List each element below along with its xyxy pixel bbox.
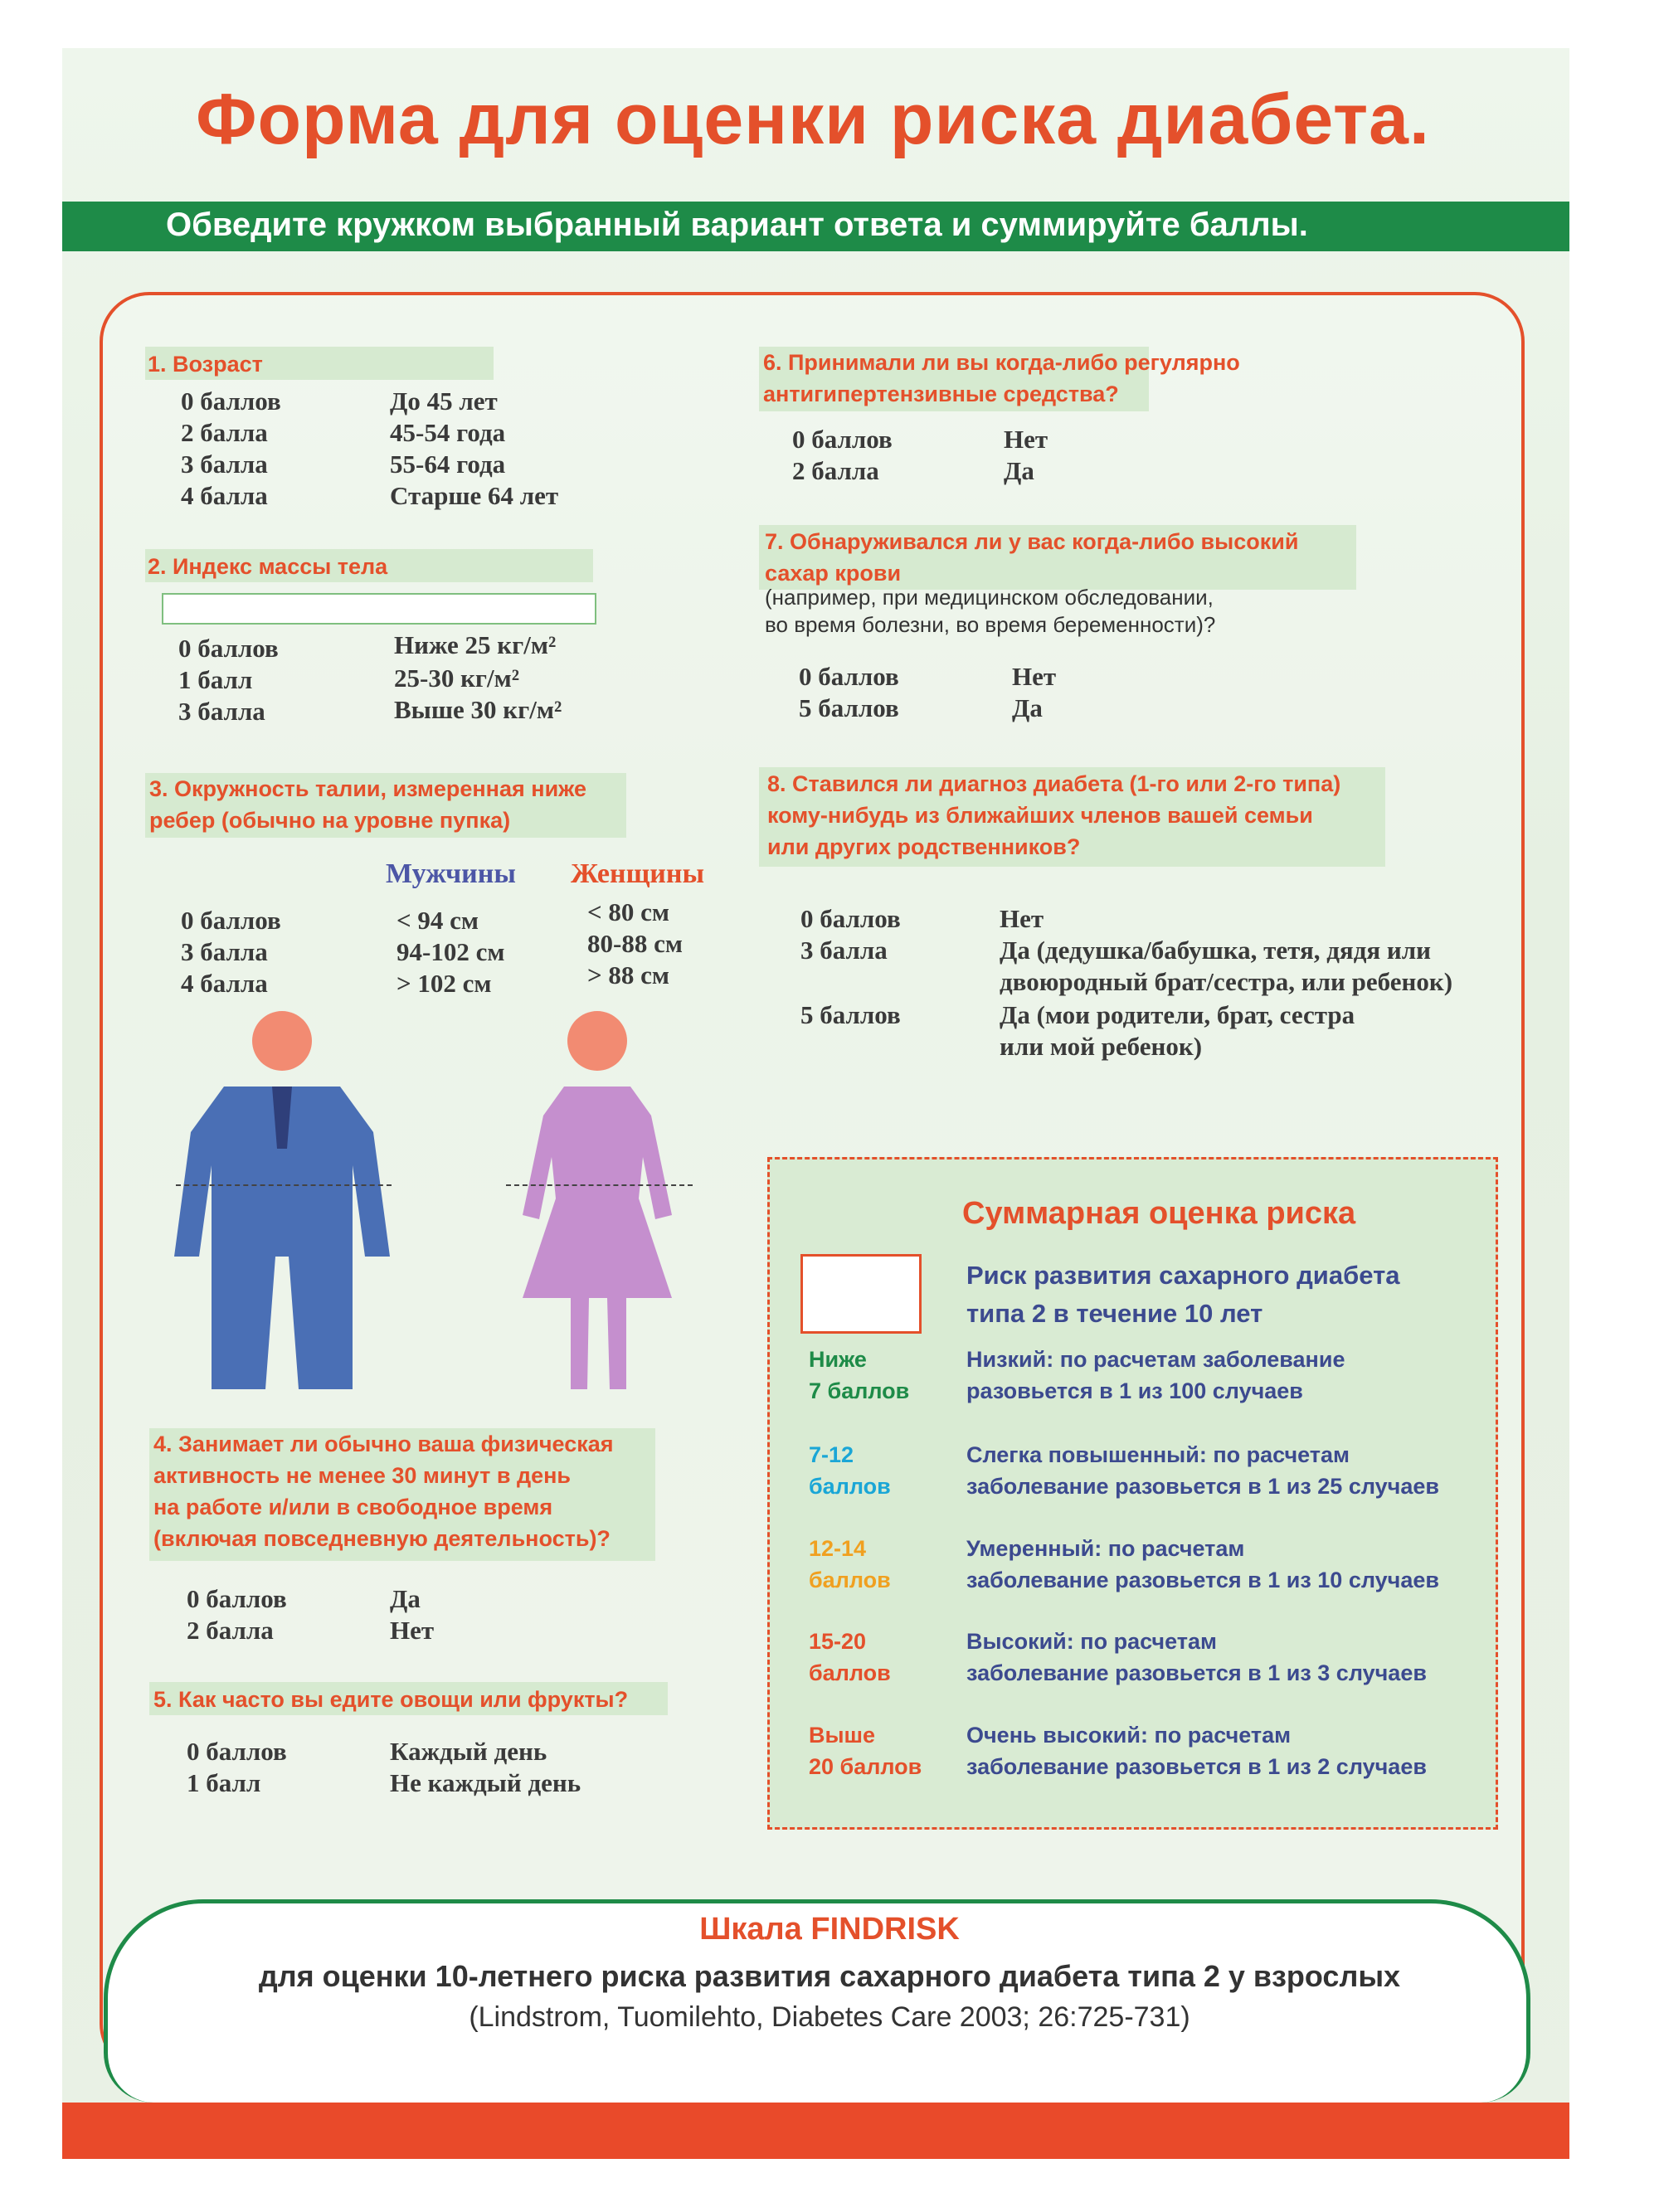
q2-answer-1: 25-30 кг/м²: [394, 664, 520, 693]
q8-score-0: 0 баллов: [800, 904, 901, 933]
summary-subtitle-line1: Риск развития сахарного диабета: [966, 1261, 1400, 1290]
risk-level-label-0-line2: 7 баллов: [809, 1378, 910, 1403]
risk-level-label-1: [809, 1439, 958, 1502]
q8-answer-0: Нет: [1000, 904, 1044, 933]
risk-level-text-3-line1: Высокий: по расчетам: [966, 1629, 1217, 1654]
q3-title-line2: ребер (обычно на уровне пупка): [149, 808, 511, 833]
q7-answer-1: Да: [1012, 693, 1043, 722]
risk-level-label-0-line1: Ниже: [809, 1347, 867, 1372]
findrisk-title: Шкала FINDRISK: [699, 1912, 960, 1947]
man-waist-line: [176, 1184, 392, 1186]
risk-level-label-2-line2: баллов: [809, 1568, 891, 1592]
bottom-red-bar: [62, 2103, 1569, 2159]
q2-answer-2: Выше 30 кг/м²: [394, 695, 562, 724]
q8-answer-1b: двоюродный брат/сестра, или ребенок): [1000, 967, 1453, 996]
risk-level-text-1-line2: заболевание разовьется в 1 из 25 случаев: [966, 1474, 1439, 1499]
total-score-box[interactable]: [800, 1254, 922, 1334]
q6-title-line2: антигипертензивные средства?: [763, 382, 1119, 406]
q3-score-2: 4 балла: [181, 969, 268, 998]
findrisk-subtitle: для оценки 10-летнего риска развития сахарного диабета типа 2 у взрослых: [258, 1959, 1401, 1993]
q4-line2: активность не менее 30 минут в день: [153, 1463, 572, 1488]
q4-score-1: 2 балла: [187, 1616, 274, 1645]
q3-men-2: > 102 см: [397, 969, 492, 998]
risk-level-text-4-line1: Очень высокий: по расчетам: [966, 1723, 1292, 1748]
q3-men-1: 94-102 см: [397, 937, 505, 966]
q1-title: 1. Возраст: [148, 352, 263, 377]
risk-level-label-1-line1: 7-12: [809, 1442, 854, 1467]
risk-level-text-1-line1: Слегка повышенный: по расчетам: [966, 1442, 1350, 1467]
q2-score-1: 1 балл: [178, 665, 253, 694]
q7-score-0: 0 баллов: [799, 662, 899, 691]
q7-title-line1: 7. Обнаруживался ли у вас когда-либо высокий: [765, 529, 1299, 554]
q2-answer-0: Ниже 25 кг/м²: [394, 630, 557, 659]
risk-level-label-0: [809, 1344, 958, 1407]
q7-score-1: 5 баллов: [799, 693, 899, 722]
q1-score-1: 2 балла: [181, 418, 268, 447]
q1-score-0: 0 баллов: [181, 386, 281, 416]
q4-line3: на работе и/или в свободное время: [153, 1495, 553, 1519]
risk-level-text-4: [966, 1719, 1481, 1782]
q3-title-line1: 3. Окружность талии, измеренная ниже: [149, 776, 586, 801]
q3-women-2: > 88 см: [587, 960, 670, 989]
risk-level-label-2: [809, 1533, 958, 1596]
risk-level-label-4-line1: Выше: [809, 1723, 876, 1748]
women-header: Женщины: [571, 858, 705, 889]
q2-score-2: 3 балла: [178, 697, 265, 726]
q4-line4: (включая повседневную деятельность)?: [153, 1526, 611, 1551]
q8-line3: или других родственников?: [767, 834, 1081, 859]
risk-level-text-0: [966, 1344, 1481, 1407]
risk-level-label-4-line2: 20 баллов: [809, 1754, 922, 1779]
woman-figure-icon: [506, 1008, 697, 1389]
risk-level-text-0-line1: Низкий: по расчетам заболевание: [966, 1347, 1345, 1372]
findrisk-reference: (Lindstrom, Tuomilehto, Diabetes Care 2003; 26:725-731): [469, 2001, 1190, 2033]
q3-women-1: 80-88 см: [587, 929, 683, 958]
man-figure-icon: [166, 1008, 398, 1389]
risk-level-text-1: [966, 1439, 1481, 1502]
q7-note-line2: во время болезни, во время беременности)?: [765, 612, 1216, 637]
instruction-text: Обведите кружком выбранный вариант ответа и суммируйте баллы.: [166, 207, 1308, 243]
q3-women-0: < 80 см: [587, 897, 670, 926]
q6-answer-1: Да: [1004, 456, 1034, 485]
q6-score-0: 0 баллов: [792, 425, 893, 454]
risk-level-text-2: [966, 1533, 1481, 1596]
summary-subtitle: [966, 1257, 1464, 1333]
risk-level-label-2-line1: 12-14: [809, 1536, 867, 1561]
risk-level-label-3-line1: 15-20: [809, 1629, 867, 1654]
risk-level-label-4: [809, 1719, 958, 1782]
q6-title-line1: 6. Принимали ли вы когда-либо регулярно: [763, 350, 1240, 375]
risk-level-text-4-line2: заболевание разовьется в 1 из 2 случаев: [966, 1754, 1427, 1779]
risk-level-label-1-line2: баллов: [809, 1474, 891, 1499]
risk-level-text-3-line2: заболевание разовьется в 1 из 3 случаев: [966, 1660, 1427, 1685]
q4-line1: 4. Занимает ли обычно ваша физическая: [153, 1432, 614, 1456]
q1-answer-3: Старше 64 лет: [390, 481, 559, 510]
q4-answer-1: Нет: [390, 1616, 435, 1645]
q2-score-0: 0 баллов: [178, 634, 279, 663]
q1-score-3: 4 балла: [181, 481, 268, 510]
risk-level-text-0-line2: разовьется в 1 из 100 случаев: [966, 1378, 1303, 1403]
summary-title: Суммарная оценка риска: [962, 1196, 1356, 1231]
q4-score-0: 0 баллов: [187, 1584, 287, 1613]
q5-title: 5. Как часто вы едите овощи или фрукты?: [153, 1687, 629, 1712]
instruction-banner: [62, 202, 1569, 251]
q5-score-0: 0 баллов: [187, 1737, 287, 1766]
q8-answer-2b: или мой ребенок): [1000, 1032, 1203, 1061]
q6-score-1: 2 балла: [792, 456, 879, 485]
q5-score-1: 1 балл: [187, 1768, 261, 1797]
risk-level-label-3-line2: баллов: [809, 1660, 891, 1685]
risk-level-text-2-line2: заболевание разовьется в 1 из 10 случаев: [966, 1568, 1439, 1592]
woman-waist-line: [506, 1184, 693, 1186]
q3-score-0: 0 баллов: [181, 906, 281, 935]
q2-title: 2. Индекс массы тела: [148, 554, 388, 579]
q6-answer-0: Нет: [1004, 425, 1048, 454]
q5-answer-0: Каждый день: [390, 1737, 547, 1766]
risk-level-text-3: [966, 1626, 1481, 1689]
summary-subtitle-line2: типа 2 в течение 10 лет: [966, 1299, 1263, 1328]
q3-men-0: < 94 см: [397, 906, 479, 935]
q5-answer-1: Не каждый день: [390, 1768, 581, 1797]
risk-level-label-3: [809, 1626, 958, 1689]
q1-answer-2: 55-64 года: [390, 450, 506, 479]
q7-title-line2: сахар крови: [765, 561, 902, 586]
q7-note-line1: (например, при медицинском обследовании,: [765, 585, 1214, 610]
q1-answer-1: 45-54 года: [390, 418, 506, 447]
page-title: Форма для оценки риска диабета.: [196, 80, 1430, 159]
q8-line1: 8. Ставился ли диагноз диабета (1-го или 2-го типа): [767, 771, 1341, 796]
q8-answer-2a: Да (мои родители, брат, сестра: [1000, 1000, 1355, 1029]
bmi-input-box[interactable]: [162, 593, 596, 625]
men-header: Мужчины: [386, 858, 516, 889]
q3-score-1: 3 балла: [181, 937, 268, 966]
q8-score-2: 5 баллов: [800, 1000, 901, 1029]
q8-line2: кому-нибудь из ближайших членов вашей семьи: [767, 803, 1313, 828]
q7-answer-0: Нет: [1012, 662, 1057, 691]
q4-answer-0: Да: [390, 1584, 421, 1613]
q1-score-2: 3 балла: [181, 450, 268, 479]
q1-answer-0: До 45 лет: [390, 386, 498, 416]
q8-score-1: 3 балла: [800, 936, 888, 965]
q8-answer-1a: Да (дедушка/бабушка, тетя, дядя или: [1000, 936, 1432, 965]
risk-level-text-2-line1: Умеренный: по расчетам: [966, 1536, 1245, 1561]
